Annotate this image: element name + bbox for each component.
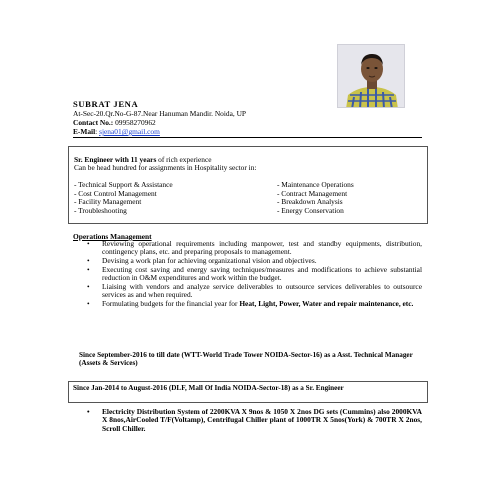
list-item [87, 266, 422, 283]
email-separator: : [95, 127, 100, 136]
previous-position: Since Jan-2014 to August-2016 (DLF, Mall Of India NOIDA-Sector-18) as a Sr. Engineer [73, 384, 344, 392]
contact-value: 09958270962 [113, 118, 156, 127]
list-item-text: Reviewing operational requirements including manpower, test and standby equipments, distribution, contingency plans, etc. and preparing proposals to management. [102, 239, 422, 257]
bullet-icon: • [87, 407, 90, 416]
contact-number [73, 118, 423, 127]
skill-item: - Cost Control Management [74, 188, 157, 198]
contact-label: Contact No.: [73, 118, 114, 127]
current-position: Since September-2016 to till date (WTT-World Trade Tower NOIDA-Sector-16) as a Asst. Technical Manager (Assets & Services) [79, 351, 413, 368]
skill-item: - Breakdown Analysis [277, 197, 343, 207]
skill-item: - Facility Management [74, 197, 142, 207]
list-item [87, 408, 422, 433]
skill-item: - Troubleshooting [74, 205, 127, 215]
list-item-bold-text: Heat, Light, Power, Water and repair maintenance, etc. [239, 298, 414, 308]
address: At-Sec-20.Qr.No-G-87.Near Hanuman Mandir. Noida, UP [73, 109, 247, 118]
email-link[interactable]: sjena01@gmail.com [99, 127, 160, 136]
bullet-icon: • [87, 264, 90, 274]
list-item [87, 283, 422, 300]
email-label: E-Mail [73, 127, 96, 136]
list-item [87, 300, 422, 308]
list-item-text: Electricity Distribution System of 2200KVA X 9nos & 1050 X 2nos DG sets (Cummins) also 2000KVA X 8nos,AirCooled T/F(Voltamp), Centrifugal Chiller plant of 1000TR X 5nos(York) & 700TR X 2nos, Scroll Chiller. [102, 407, 422, 433]
summary-role: Sr. Engineer with 11 years [74, 155, 157, 164]
bullet-icon: • [87, 255, 90, 265]
operations-title: Operations Management [73, 232, 152, 241]
header-divider [73, 137, 422, 138]
operations-list [87, 240, 422, 308]
list-item [87, 240, 422, 257]
skill-item: - Energy Conservation [277, 205, 344, 215]
skills-right-column [277, 181, 354, 215]
bullet-icon: • [87, 239, 90, 248]
summary-description: Can be head hundred for assignments in Hospitality sector in: [74, 163, 257, 172]
experience-list [87, 408, 422, 433]
candidate-name: SUBRAT JENA [73, 99, 139, 109]
contact-header [73, 99, 423, 136]
summary-role-suffix: of rich experience [156, 155, 212, 164]
list-item-text: Liaising with vendors and analyze service deliverables to outsource services deliverables to outsource services as and when required. [102, 281, 422, 299]
skill-item: - Technical Support & Assistance [74, 180, 173, 189]
skills-left-column [74, 181, 173, 215]
bullet-icon: • [87, 298, 90, 308]
summary-box [68, 146, 428, 224]
skill-item: - Maintenance Operations [277, 180, 354, 189]
skill-item: - Contract Management [277, 188, 348, 198]
previous-position-box [68, 381, 428, 403]
email-line [73, 127, 423, 136]
list-item-text: Executing cost saving and energy saving techniques/measures and modifications to achieve substantial reduction in O&M expenditures and work within the budget. [102, 264, 422, 282]
bullet-icon: • [87, 281, 90, 291]
list-item-text: Devising a work plan for achieving organizational vision and objectives. [102, 255, 317, 265]
list-item-text: Formulating budgets for the financial year for [102, 298, 240, 308]
